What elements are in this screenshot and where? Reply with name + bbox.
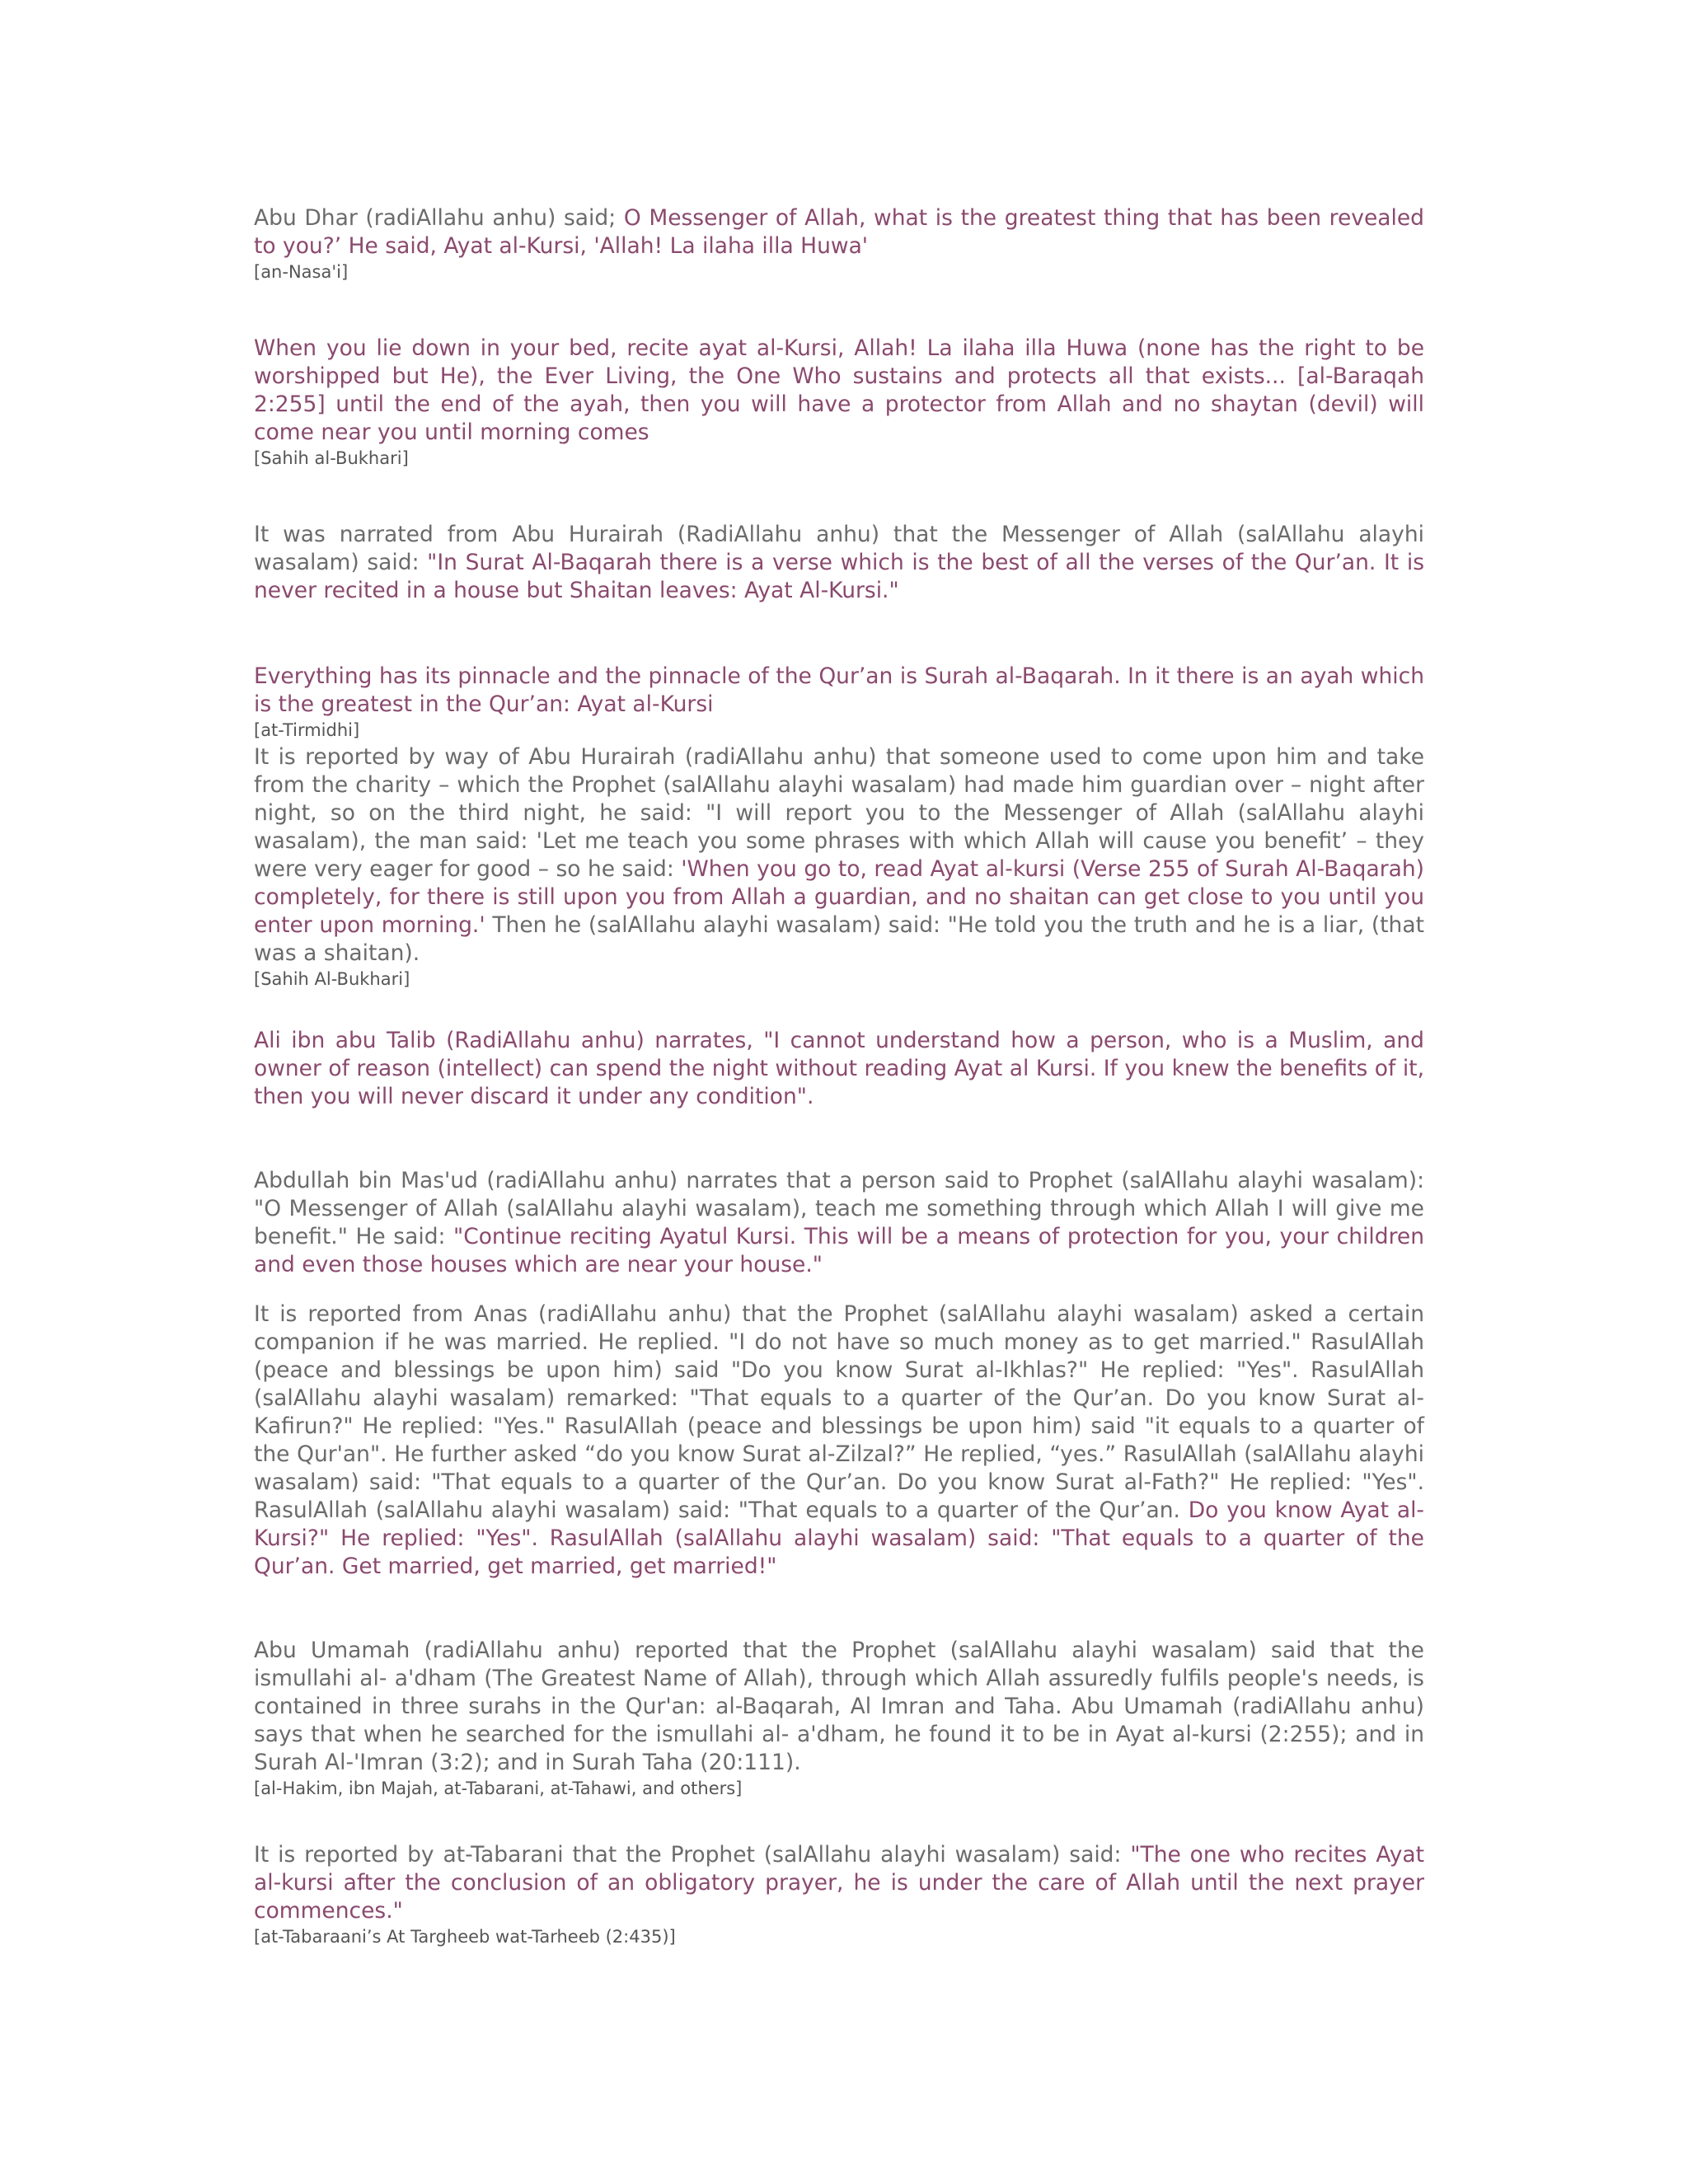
hadith-text: [254, 743, 1424, 968]
narration-text: It was narrated from Abu Hurairah (RadiAllahu anhu) that the Messenger of Allah (salAllahu alayhi wasalam) said:: [254, 522, 1424, 575]
hadith-entry: [254, 1841, 1424, 1948]
hadith-text: [254, 1027, 1424, 1111]
hadith-entry: [254, 1637, 1424, 1800]
narration-text: Abdullah bin Mas'ud (radiAllahu anhu) narrates that a person said to Prophet (salAllahu alayhi wasalam): "O Messenger of Allah (salAllahu alayhi wasalam), teach me something through which Allah I will give me benefit." He said:: [254, 1168, 1424, 1249]
hadith-reference: [al-Hakim, ibn Majah, at-Tabarani, at-Tahawi, and others]: [254, 1779, 743, 1798]
quote-text: Everything has its pinnacle and the pinnacle of the Qur’an is Surah al-Baqarah. In it there is an ayah which is the greatest in the Qur’an: Ayat al-Kursi: [254, 663, 1424, 717]
hadith-entry: [254, 743, 1424, 991]
narration-text: Abu Umamah (radiAllahu anhu) reported that the Prophet (salAllahu alayhi wasalam) said that the ismullahi al- a'dham (The Greatest Name of Allah), through which Allah assuredly fulfils people's needs, is contained in three surahs in the Qur'an: al-Baqarah, Al Imran and Taha. Abu Umamah (radiAllahu anhu) says that when he searched for the ismullahi al- a'dham, he found it to be in Ayat al-kursi (2:255); and in Surah Al-'Imran (3:2); and in Surah Taha (20:111).: [254, 1638, 1424, 1775]
hadith-text: [254, 663, 1424, 719]
hadith-entry: [254, 204, 1424, 284]
hadith-entry: [254, 335, 1424, 470]
narration-text: Abu Dhar (radiAllahu anhu) said;: [254, 205, 624, 231]
quote-text: "Continue reciting Ayatul Kursi. This will be a means of protection for you, your children and even those houses which are near your house.": [254, 1224, 1424, 1277]
hadith-entry: [254, 663, 1424, 742]
quote-text: O Messenger of Allah, what is the greatest thing that has been revealed to you?’ He said, Ayat al-Kursi, 'Allah! La ilaha illa Huwa': [254, 205, 1424, 259]
quote-text: "The one who recites Ayat al-kursi after the conclusion of an obligatory prayer, he is under the care of Allah until the next prayer commences.": [254, 1842, 1424, 1924]
quote-text: When you lie down in your bed, recite ayat al-Kursi, Allah! La ilaha illa Huwa (none has the right to be worshipped but He), the Ever Living, the One Who sustains and protects all that exists... [al-Baraqah 2:255] until the end of the ayah, then you will have a protector from Allah and no shaytan (devil) will come near you until morning comes: [254, 335, 1424, 445]
hadith-text: [254, 204, 1424, 260]
hadith-entry: [254, 1301, 1424, 1581]
hadith-entry: [254, 1027, 1424, 1111]
narration-text: It is reported by at-Tabarani that the Prophet (salAllahu alayhi wasalam) said:: [254, 1842, 1131, 1868]
quote-text: Do you know Ayat al-Kursi?" He replied: "Yes". RasulAllah (salAllahu alayhi wasalam) said: "That equals to a quarter of the Qur’an. Get married, get married, get married!": [254, 1497, 1424, 1579]
hadith-reference: [at-Tirmidhi]: [254, 720, 360, 740]
hadith-text: [254, 1637, 1424, 1777]
quote-text: Ali ibn abu Talib (RadiAllahu anhu) narrates, "I cannot understand how a person, who is a Muslim, and owner of reason (intellect) can spend the night without reading Ayat al Kursi. If you knew the benefits of it, then you will never discard it under any condition".: [254, 1028, 1424, 1109]
hadith-reference: [Sahih al-Bukhari]: [254, 448, 409, 468]
document-page: [254, 204, 1424, 1948]
hadith-reference: [an-Nasa'i]: [254, 262, 349, 282]
hadith-entry: [254, 521, 1424, 605]
quote-text: "In Surat Al-Baqarah there is a verse which is the best of all the verses of the Qur’an. It is never recited in a house but Shaitan leaves: Ayat Al-Kursi.": [254, 550, 1425, 603]
hadith-text: [254, 335, 1424, 447]
narration-text: It is reported by way of Abu Hurairah (radiAllahu anhu) that someone used to come upon him and take from the charity – which the Prophet (salAllahu alayhi wasalam) had made him guardian over – night after night, so on the third night, he said: "I will report you to the Messenger of Allah (salAllahu alayhi wasalam), the man said: 'Let me teach you some phrases with which Allah will cause you benefit’ – they were very eager for good – so he said:: [254, 744, 1424, 882]
narration-text: Then he (salAllahu alayhi wasalam) said: "He told you the truth and he is a liar, (that was a shaitan).: [254, 912, 1424, 966]
hadith-text: [254, 1167, 1424, 1279]
hadith-reference: [at-Tabaraani’s At Targheeb wat-Tarheeb (2:435)]: [254, 1927, 676, 1947]
hadith-text: [254, 521, 1424, 605]
quote-text: 'When you go to, read Ayat al-kursi (Verse 255 of Surah Al-Baqarah) completely, for there is still upon you from Allah a guardian, and no shaitan can get close to you until you enter upon morning.': [254, 856, 1424, 938]
hadith-text: [254, 1841, 1424, 1925]
hadith-entry: [254, 1167, 1424, 1279]
hadith-text: [254, 1301, 1424, 1581]
narration-text: It is reported from Anas (radiAllahu anhu) that the Prophet (salAllahu alayhi wasalam) asked a certain companion if he was married. He replied. "I do not have so much money as to get married." RasulAllah (peace and blessings be upon him) said "Do you know Surat al-Ikhlas?" He replied: "Yes". RasulAllah (salAllahu alayhi wasalam) remarked: "That equals to a quarter of the Qur’an. Do you know Surat al-Kafirun?" He replied: "Yes." RasulAllah (peace and blessings be upon him) said "it equals to a quarter of the Qur'an". He further asked “do you know Surat al-Zilzal?” He replied, “yes.” RasulAllah (salAllahu alayhi wasalam) said: "That equals to a quarter of the Qur’an. Do you know Surat al-Fath?" He replied: "Yes". RasulAllah (salAllahu alayhi wasalam) said: "That equals to a quarter of the Qur’an.: [254, 1301, 1424, 1523]
hadith-reference: [Sahih Al-Bukhari]: [254, 969, 410, 989]
